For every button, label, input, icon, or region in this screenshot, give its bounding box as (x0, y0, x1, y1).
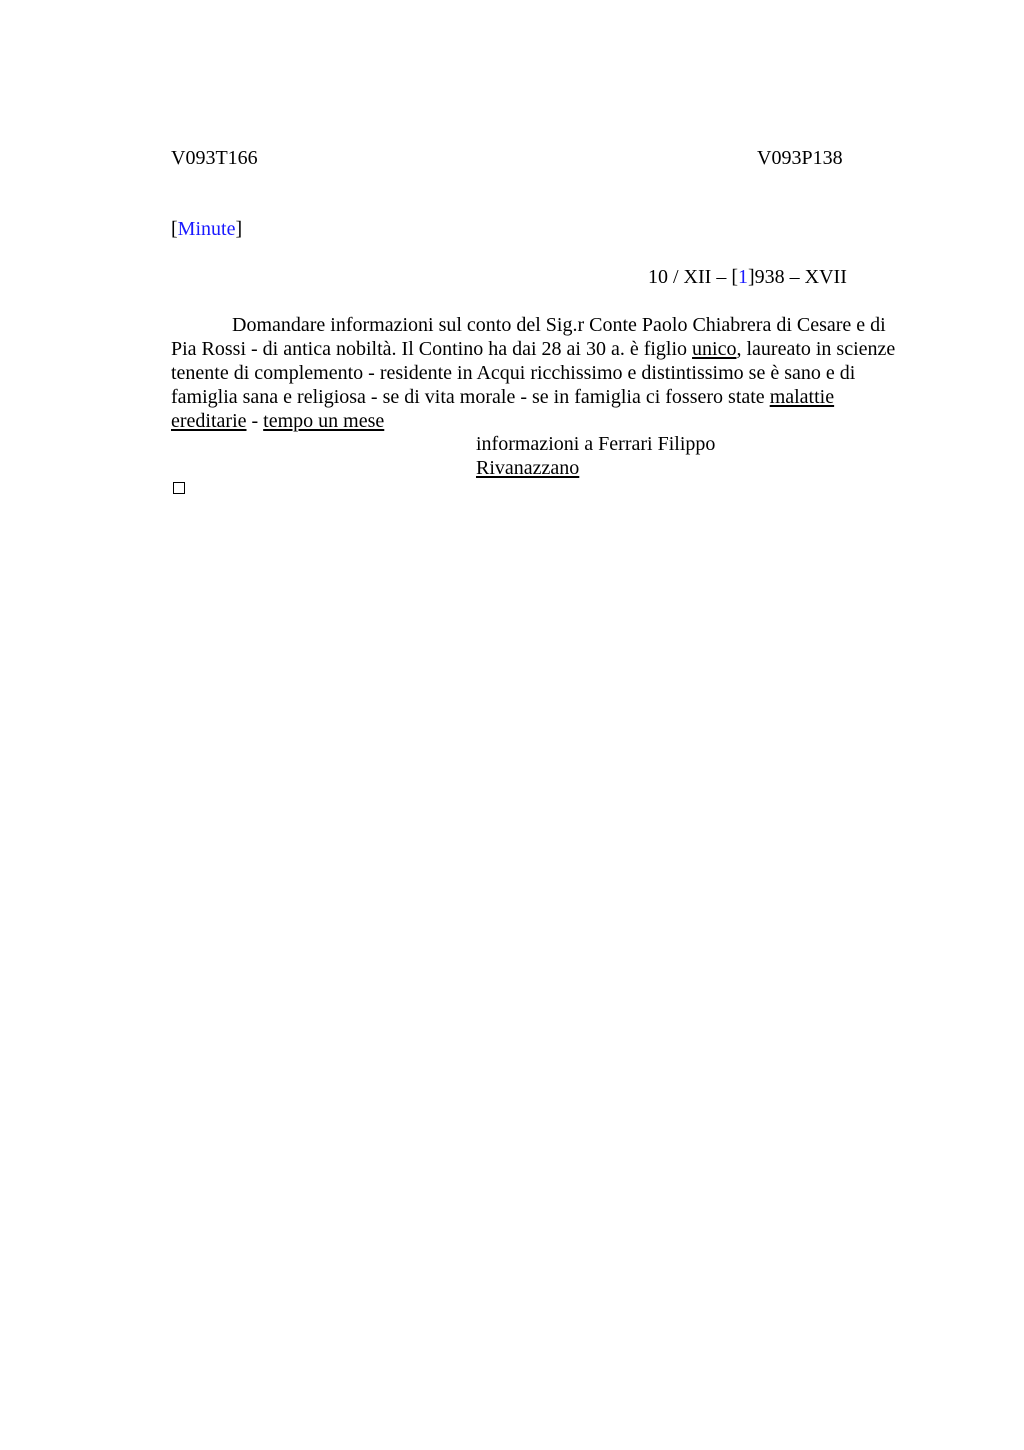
body-line (171, 409, 931, 433)
underlined-word: tempo un mese (263, 410, 385, 432)
underlined-word: malattie (769, 386, 835, 408)
body-line (171, 385, 931, 409)
info-place-name: Rivanazzano (476, 457, 580, 479)
document-reference-right: V093P138 (757, 147, 843, 169)
section-heading (171, 217, 242, 241)
dateline (648, 265, 847, 289)
section-label: Minute (177, 218, 236, 240)
body-text-segment: Pia Rossi - di antica nobiltà. Il Contino ha dai 28 ai 30 a. è figlio (171, 338, 693, 360)
body-line: Domandare informazioni sul conto del Sig.r Conte Paolo Chiabrera di Cesare e di (232, 314, 886, 336)
body-text-segment: famiglia sana e religiosa - se di vita morale - se in famiglia ci fossero state (171, 386, 770, 408)
checkbox-icon (173, 482, 185, 494)
info-recipient: informazioni a Ferrari Filippo (476, 433, 716, 455)
info-place (476, 456, 715, 480)
info-block (476, 432, 715, 480)
dateline-prefix: 10 / XII – [ (648, 266, 738, 288)
document-reference-left: V093T166 (171, 147, 258, 169)
dateline-bracketed-digit: 1 (737, 266, 748, 288)
section-close-bracket: ] (235, 218, 243, 240)
dateline-suffix: ]938 – XVII (747, 266, 847, 288)
body-text-segment: - (246, 410, 264, 432)
underlined-word: unico (692, 338, 737, 360)
body-line: tenente di complemento - residente in Acqui ricchissimo e distintissimo se è sano e di (171, 362, 856, 384)
section-open-bracket: [ (171, 218, 178, 240)
body-line (171, 337, 931, 361)
body-text-segment: , laureato in scienze (736, 338, 896, 360)
underlined-word: ereditarie (171, 410, 247, 432)
body-paragraph (171, 313, 931, 433)
